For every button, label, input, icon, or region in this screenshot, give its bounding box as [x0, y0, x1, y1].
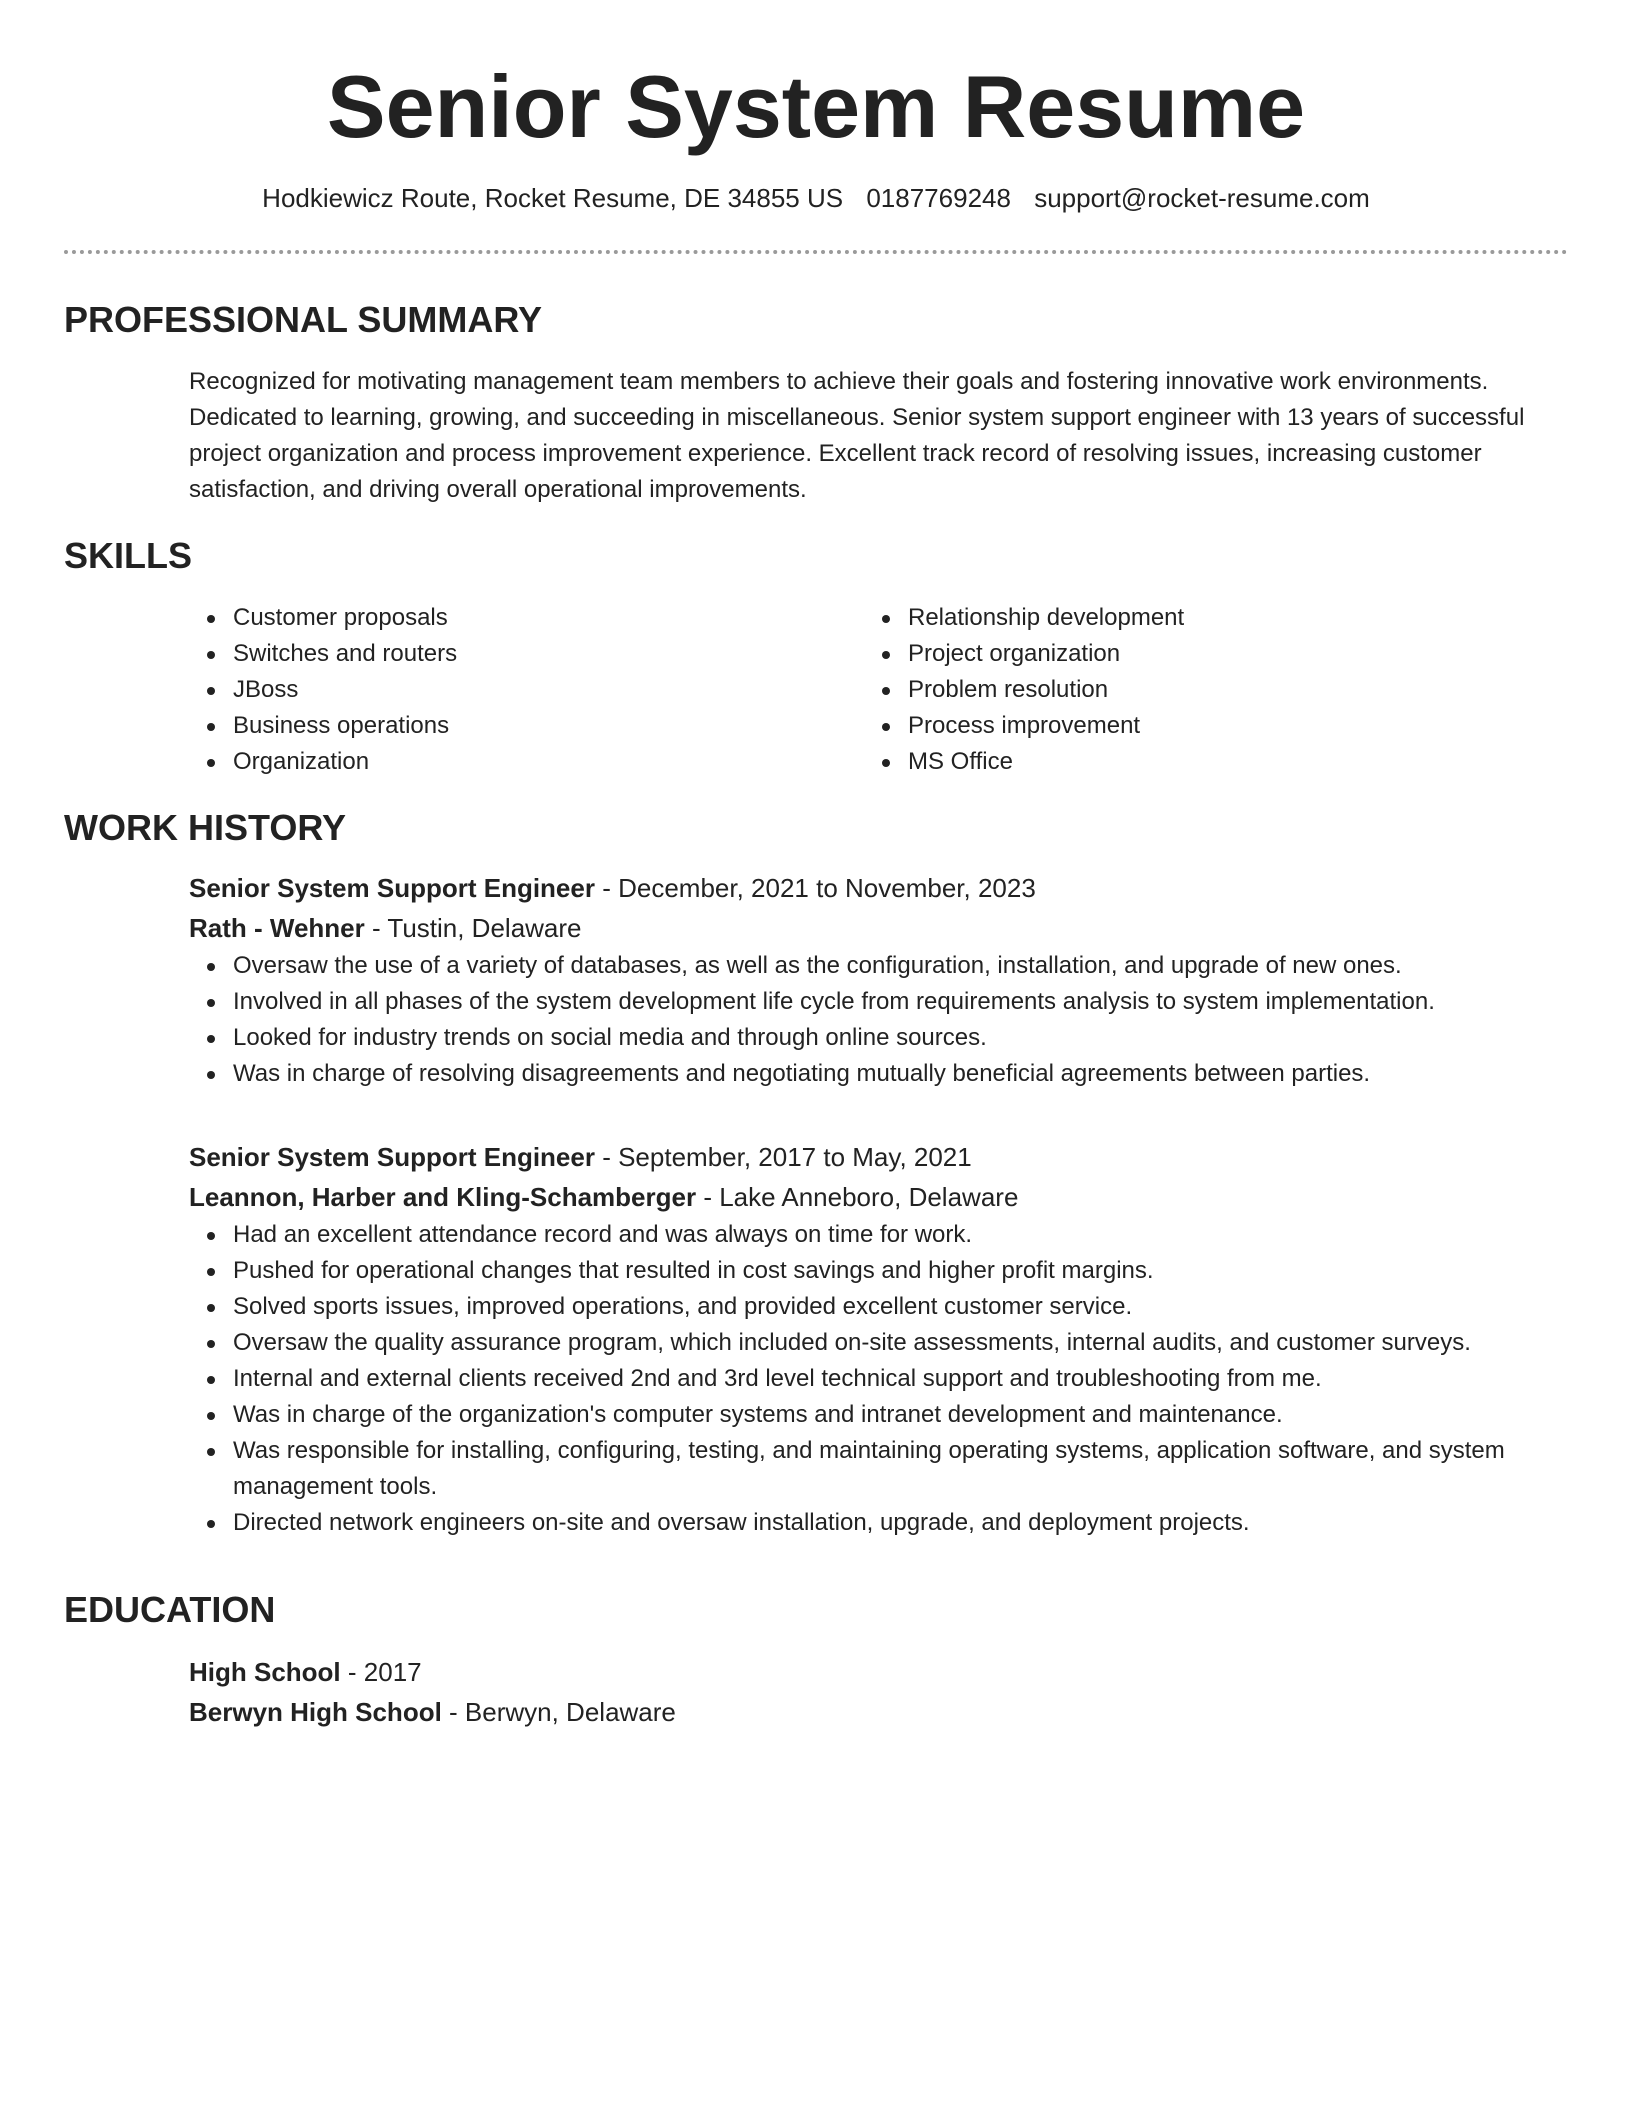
contact-phone: 0187769248	[866, 183, 1011, 213]
job-location: - Lake Anneboro, Delaware	[696, 1182, 1019, 1212]
education-year: - 2017	[340, 1657, 422, 1687]
skills-block	[189, 600, 1567, 790]
skills-list-left	[189, 600, 849, 780]
job-company: Rath - Wehner	[189, 913, 365, 943]
skills-list-right	[864, 600, 1524, 780]
skill-item: Customer proposals	[189, 600, 849, 636]
job-bullet: Had an excellent attendance record and was always on time for work.	[189, 1217, 1567, 1253]
skills-heading: SKILLS	[64, 535, 193, 576]
education-heading: EDUCATION	[64, 1589, 276, 1630]
job-bullet: Pushed for operational changes that resulted in cost savings and higher profit margins.	[189, 1253, 1567, 1289]
job-company-line	[189, 1177, 1567, 1217]
education-degree-line	[189, 1652, 1567, 1692]
skill-item: MS Office	[864, 744, 1524, 780]
skill-item: JBoss	[189, 672, 849, 708]
work-heading: WORK HISTORY	[64, 807, 347, 848]
summary-heading: PROFESSIONAL SUMMARY	[64, 299, 543, 340]
skill-item: Organization	[189, 744, 849, 780]
job-bullets	[189, 1217, 1567, 1541]
job-company: Leannon, Harber and Kling-Schamberger	[189, 1182, 697, 1212]
job-bullet: Oversaw the use of a variety of databases, as well as the configuration, installation, and upgrade of new ones.	[189, 948, 1567, 984]
skill-item: Relationship development	[864, 600, 1524, 636]
contact-email: support@rocket-resume.com	[1034, 183, 1370, 213]
education-entry	[189, 1652, 1567, 1732]
header-divider	[64, 250, 1568, 254]
education-location: - Berwyn, Delaware	[441, 1697, 676, 1727]
job-dates: - September, 2017 to May, 2021	[594, 1142, 972, 1172]
job-title: Senior System Support Engineer	[189, 1142, 595, 1172]
job-company-line	[189, 908, 1567, 948]
job-bullet: Internal and external clients received 2nd and 3rd level technical support and troubleshooting from me.	[189, 1361, 1567, 1397]
job-bullet: Was in charge of the organization's computer systems and intranet development and maintenance.	[189, 1397, 1567, 1433]
skill-item: Switches and routers	[189, 636, 849, 672]
job-title-line	[189, 868, 1567, 908]
job-location: - Tustin, Delaware	[364, 913, 582, 943]
job-entry	[189, 868, 1567, 1092]
education-school-line	[189, 1692, 1567, 1732]
job-title-line	[189, 1137, 1567, 1177]
job-bullet: Was in charge of resolving disagreements and negotiating mutually beneficial agreements between parties.	[189, 1056, 1567, 1092]
resume-title: Senior System Resume	[326, 57, 1306, 156]
contact-address: Hodkiewicz Route, Rocket Resume, DE 34855 US	[262, 183, 844, 213]
summary-block	[189, 364, 1567, 508]
skill-item: Business operations	[189, 708, 849, 744]
summary-text: Recognized for motivating management team members to achieve their goals and fostering innovative work environments. Dedicated to learning, growing, and succeeding in miscellaneous. Senior system support engineer with 13 years of successful project organization and process improvement experience. Excellent track record of resolving issues, increasing customer satisfaction, and driving overall operational improvements.	[189, 368, 1525, 503]
job-bullet: Involved in all phases of the system development life cycle from requirements analysis to system implementation.	[189, 984, 1567, 1020]
job-title: Senior System Support Engineer	[189, 873, 595, 903]
job-bullet: Was responsible for installing, configuring, testing, and maintaining operating systems, application software, and system management tools.	[189, 1433, 1567, 1505]
job-bullets	[189, 948, 1567, 1092]
job-bullet: Looked for industry trends on social media and through online sources.	[189, 1020, 1567, 1056]
education-degree: High School	[189, 1657, 341, 1687]
job-bullet: Solved sports issues, improved operations, and provided excellent customer service.	[189, 1289, 1567, 1325]
contact-line	[0, 180, 1632, 216]
job-bullet: Directed network engineers on-site and oversaw installation, upgrade, and deployment projects.	[189, 1505, 1567, 1541]
job-dates: - December, 2021 to November, 2023	[594, 873, 1036, 903]
education-school: Berwyn High School	[189, 1697, 442, 1727]
job-bullet: Oversaw the quality assurance program, which included on-site assessments, internal audits, and customer surveys.	[189, 1325, 1567, 1361]
job-entry	[189, 1137, 1567, 1541]
skill-item: Project organization	[864, 636, 1524, 672]
skill-item: Problem resolution	[864, 672, 1524, 708]
skill-item: Process improvement	[864, 708, 1524, 744]
